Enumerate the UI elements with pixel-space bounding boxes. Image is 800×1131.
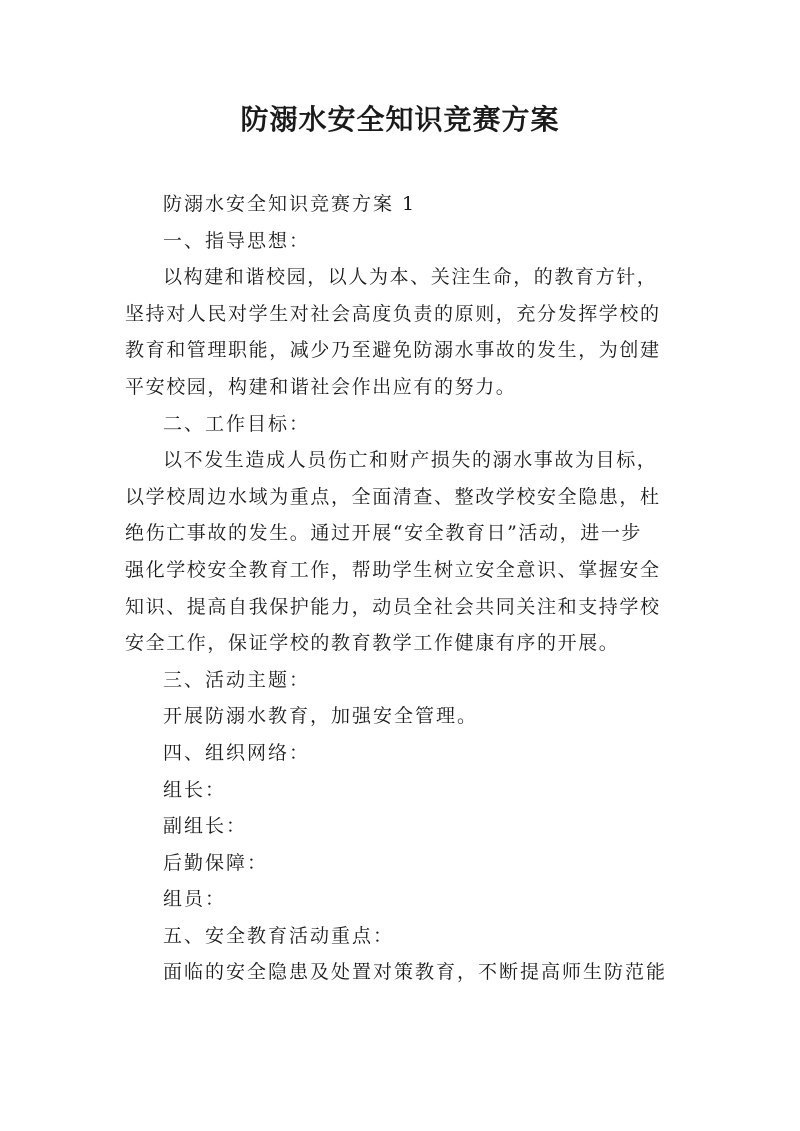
section-text-5: 面临的安全隐患及处置对策教育，不断提高师生防范能 — [163, 961, 668, 984]
paragraph-line: 以不发生造成人员伤亡和财产损失的溺水事故为目标， — [163, 449, 658, 472]
section-heading-4: 四、组织网络： — [163, 741, 311, 764]
section-heading-1: 一、指导思想： — [163, 229, 311, 252]
paragraph-line: 以学校周边水域为重点，全面清查、整改学校安全隐患，杜 — [125, 485, 661, 508]
paragraph-line: 安全工作，保证学校的教育教学工作健康有序的开展。 — [125, 632, 620, 655]
list-item-members: 组员： — [163, 888, 227, 911]
section-text-3: 开展防溺水教育，加强安全管理。 — [163, 705, 479, 728]
section-heading-2: 二、工作目标： — [163, 412, 311, 435]
paragraph-line: 平安校园，构建和谐社会作出应有的努力。 — [125, 375, 517, 398]
paragraph-line: 以构建和谐校园，以人为本、关注生命，的教育方针， — [163, 266, 658, 289]
section-paragraph-1 — [125, 259, 693, 405]
section-heading-3: 三、活动主题： — [163, 668, 311, 691]
paragraph-line: 坚持对人民对学生对社会高度负责的原则，充分发挥学校的 — [125, 302, 661, 325]
paragraph-line: 绝伤亡事故的发生。通过开展“安全教育日”活动，进一步 — [125, 522, 643, 545]
paragraph-line: 教育和管理职能，减少乃至避免防溺水事故的发生，为创建 — [125, 339, 661, 362]
list-item-logistics: 后勤保障： — [163, 851, 269, 874]
section-heading-5: 五、安全教育活动重点： — [163, 924, 395, 947]
document-subtitle: 防溺水安全知识竞赛方案 1 — [163, 193, 417, 215]
document-body — [125, 186, 693, 991]
paragraph-line: 知识、提高自我保护能力，动员全社会共同关注和支持学校 — [125, 595, 661, 618]
section-paragraph-2 — [125, 442, 693, 662]
list-item-deputy-leader: 副组长： — [163, 815, 248, 838]
paragraph-line: 强化学校安全教育工作，帮助学生树立安全意识、掌握安全 — [125, 558, 661, 581]
list-item-leader: 组长： — [163, 778, 227, 801]
document-title: 防溺水安全知识竞赛方案 — [240, 103, 560, 136]
